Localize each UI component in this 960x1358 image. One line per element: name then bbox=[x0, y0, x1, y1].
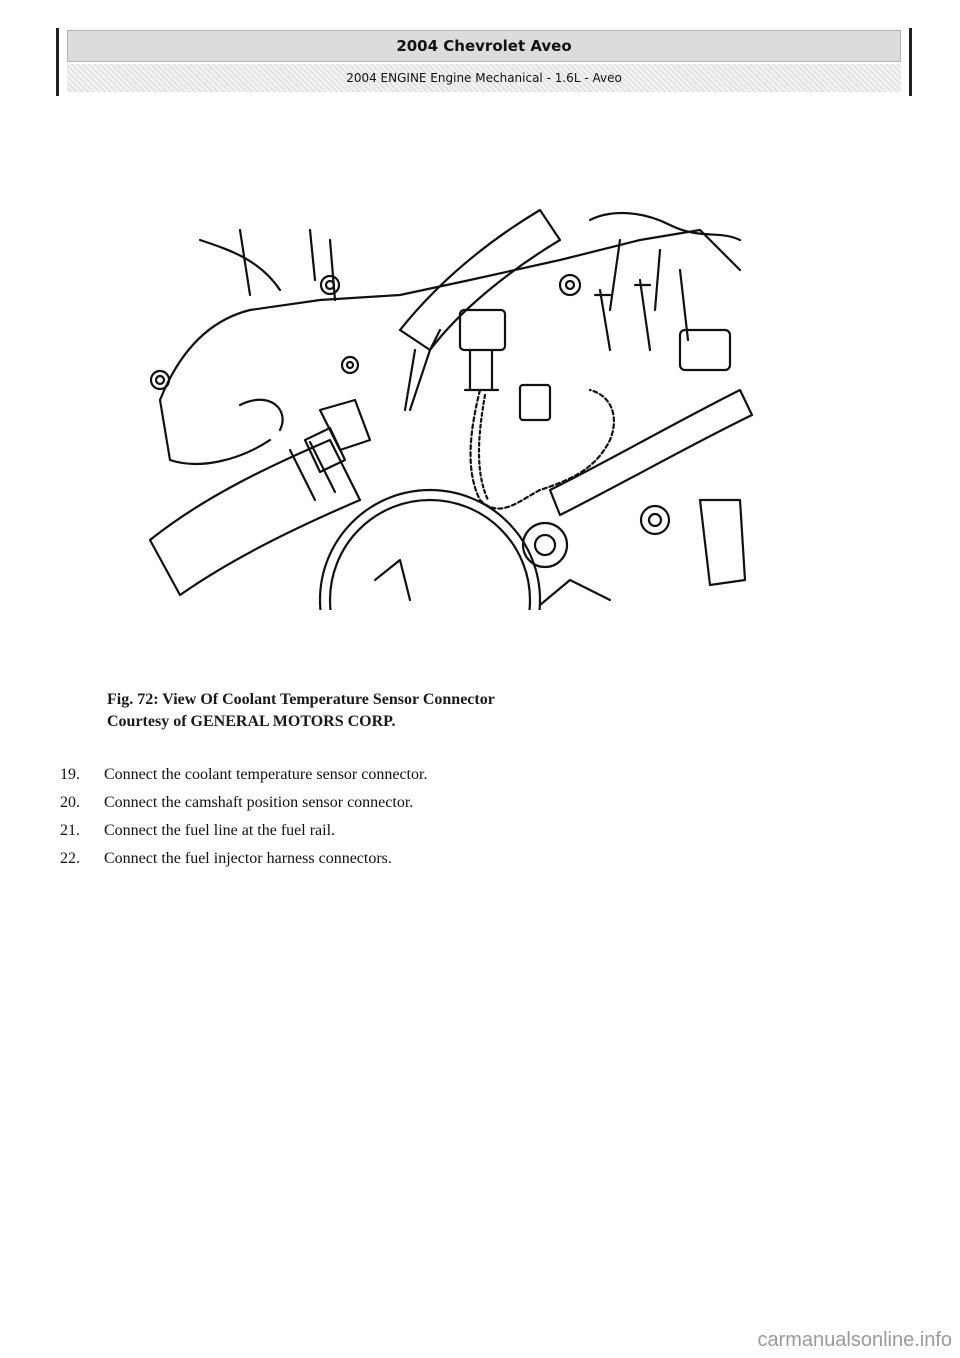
step-item bbox=[60, 845, 427, 873]
step-text: Connect the fuel injector harness connectors. bbox=[104, 850, 392, 867]
step-text: Connect the fuel line at the fuel rail. bbox=[104, 822, 336, 839]
right-hose bbox=[550, 390, 752, 515]
step-number: 19. bbox=[60, 766, 80, 783]
step-item bbox=[60, 789, 427, 817]
step-number: 22. bbox=[60, 850, 80, 867]
wiring-harness bbox=[471, 390, 614, 509]
document-subtitle: 2004 ENGINE Engine Mechanical - 1.6L - Aveo bbox=[67, 64, 901, 92]
step-item bbox=[60, 761, 427, 789]
document-title: 2004 Chevrolet Aveo bbox=[67, 30, 901, 62]
step-text: Connect the camshaft position sensor connector. bbox=[104, 794, 414, 811]
step-text: Connect the coolant temperature sensor connector. bbox=[104, 766, 428, 783]
site-watermark: carmanualsonline.info bbox=[757, 1329, 952, 1351]
step-number: 21. bbox=[60, 822, 80, 839]
caption-title: Fig. 72: View Of Coolant Temperature Sensor Connector bbox=[107, 691, 495, 708]
page-header bbox=[56, 28, 912, 96]
procedure-steps bbox=[60, 761, 427, 873]
step-number: 20. bbox=[60, 794, 80, 811]
step-item bbox=[60, 817, 427, 845]
coolant-sensor-connector bbox=[460, 310, 505, 350]
intake-pipe bbox=[400, 210, 560, 350]
engine-illustration bbox=[140, 200, 760, 610]
figure-caption bbox=[107, 689, 807, 733]
caption-credit: Courtesy of GENERAL MOTORS CORP. bbox=[107, 713, 396, 730]
